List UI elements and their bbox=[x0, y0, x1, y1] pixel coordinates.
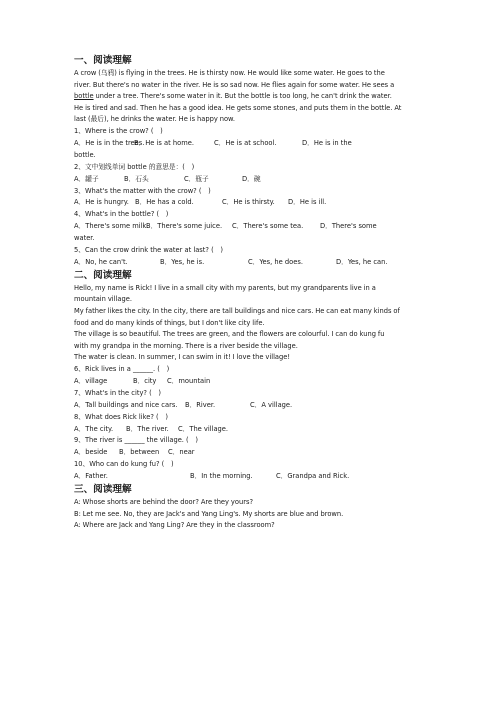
section-title-1: 一、阅读理解 bbox=[74, 55, 132, 66]
options-row bbox=[74, 257, 426, 269]
passage-3 bbox=[74, 497, 426, 532]
question-2 bbox=[74, 162, 426, 186]
question-7 bbox=[74, 388, 426, 412]
options-row bbox=[74, 197, 426, 209]
question-9 bbox=[74, 435, 426, 459]
question-text: 7、What's in the city? ( ) bbox=[74, 388, 161, 397]
question-text: 9、The river is ______ the village. ( ) bbox=[74, 436, 198, 445]
option-d: D．There's some bbox=[320, 222, 377, 231]
option-b: B．In the morning. bbox=[190, 472, 253, 481]
option-a: A．He is in the trees. bbox=[74, 138, 145, 147]
option-b: B．between bbox=[119, 448, 160, 457]
passage-line: A crow (乌鸦) is flying in the trees. He is thirsty now. He would like some water. He goes to the bbox=[74, 69, 385, 77]
option-b: B．石头 bbox=[124, 174, 149, 183]
option-a: A．village bbox=[74, 376, 108, 385]
option-d: D．He is ill. bbox=[288, 198, 327, 207]
options-row bbox=[74, 424, 426, 436]
passage-1 bbox=[74, 68, 426, 126]
options-row bbox=[74, 138, 426, 150]
dialogue-line: A: Whose shorts are behind the door? Are they yours? bbox=[74, 498, 254, 507]
passage-line: river. But there's no water in the river. He is so sad now. He flies again for some water. He sees a bbox=[74, 80, 395, 89]
option-c: C．Grandpa and Rick. bbox=[276, 472, 350, 481]
passage-line: with my grandpa in the morning. There is a river beside the village. bbox=[74, 341, 298, 350]
question-8 bbox=[74, 412, 426, 436]
option-c: C．The village. bbox=[178, 424, 229, 433]
question-text: 5、Can the crow drink the water at last? ( ) bbox=[74, 246, 223, 255]
option-b: B．He has a cold. bbox=[135, 198, 194, 207]
options-row bbox=[74, 400, 426, 412]
option-b: B．There's some juice. bbox=[146, 222, 223, 231]
question-5 bbox=[74, 245, 426, 269]
question-text: 2、文中划线单词 bottle 的意思是：( ) bbox=[74, 162, 195, 171]
question-6 bbox=[74, 364, 426, 388]
question-10 bbox=[74, 459, 426, 483]
options-row bbox=[74, 221, 426, 233]
option-c: C．near bbox=[168, 448, 195, 457]
option-c: C．Yes, he does. bbox=[248, 257, 303, 266]
question-3 bbox=[74, 186, 426, 210]
passage-line: Hello, my name is Rick! I live in a small city with my parents, but my grandparents live in a bbox=[74, 283, 376, 292]
option-a: A．He is hungry. bbox=[74, 198, 129, 207]
option-b: B．The river. bbox=[126, 424, 169, 433]
option-d: D．碗 bbox=[242, 174, 261, 183]
section-title-2: 二、阅读理解 bbox=[74, 269, 132, 281]
dialogue-line: A: Where are Jack and Yang Ling? Are they in the classroom? bbox=[74, 521, 275, 530]
option-a: A．Tall buildings and nice cars. bbox=[74, 400, 178, 409]
option-a: A．Father. bbox=[74, 472, 108, 481]
question-text: 6、Rick lives in a ______. ( ) bbox=[74, 365, 170, 373]
option-c: C．He is at school. bbox=[214, 138, 277, 147]
option-c: C．mountain bbox=[167, 376, 211, 385]
option-b: B．city bbox=[133, 376, 157, 385]
question-text: 8、What does Rick like? ( ) bbox=[74, 412, 168, 421]
passage-line: last (最后), he drinks the water. He is happy now. bbox=[74, 115, 236, 124]
option-c: C．瓶子 bbox=[184, 174, 209, 183]
question-text: 3、What's the matter with the crow? ( ) bbox=[74, 186, 211, 195]
question-text: 1、Where is the crow? ( ) bbox=[74, 126, 163, 135]
option-a: A．No, he can't. bbox=[74, 257, 128, 266]
passage-2 bbox=[74, 283, 426, 364]
option-a: A．There's some milk. bbox=[74, 222, 149, 231]
option-a: A．罐子 bbox=[74, 174, 99, 183]
option-continuation: water. bbox=[74, 234, 95, 243]
passage-line: My father likes the city. In the city, there are tall buildings and nice cars. He can eat many kinds of bbox=[74, 307, 400, 316]
passage-line: mountain village. bbox=[74, 295, 132, 304]
options-row bbox=[74, 174, 426, 186]
passage-line: food and do many kinds of things, but I don't like city life. bbox=[74, 318, 265, 327]
underlined-word: bottle bbox=[74, 92, 94, 101]
option-d: D．He is in the bbox=[302, 138, 352, 147]
document-page bbox=[74, 54, 426, 532]
question-1 bbox=[74, 126, 426, 162]
option-a: A．The city. bbox=[74, 424, 114, 433]
options-row bbox=[74, 471, 426, 483]
passage-line: He is tired and sad. Then he has a good idea. He gets some stones, and puts them in the bottle. At bbox=[74, 103, 402, 112]
options-row bbox=[74, 376, 426, 388]
option-b: B．River. bbox=[185, 400, 216, 409]
section-title-3: 三、阅读理解 bbox=[74, 484, 132, 496]
passage-line: The water is clean. In summer, I can swim in it! I love the village! bbox=[74, 353, 291, 362]
passage-line: The village is so beautiful. The trees are green, and the flowers are colourful. I can do kung fu bbox=[74, 330, 385, 339]
option-a: A．beside bbox=[74, 448, 108, 457]
question-text: 10、Who can do kung fu? ( ) bbox=[74, 460, 174, 469]
option-b: B．He is at home. bbox=[134, 138, 194, 147]
option-c: C．He is thirsty. bbox=[222, 198, 275, 207]
question-text: 4、What's in the bottle? ( ) bbox=[74, 210, 169, 219]
option-d: D．Yes, he can. bbox=[336, 257, 388, 266]
dialogue-line: B: Let me see. No, they are Jack's and Yang Ling's. My shorts are blue and brown. bbox=[74, 509, 344, 518]
passage-line-rest: under a tree. There's some water in it. But the bottle is too long, he can't drink the water. bbox=[93, 92, 392, 101]
options-row bbox=[74, 447, 426, 459]
option-c: C．A village. bbox=[250, 400, 293, 409]
option-b: B．Yes, he is. bbox=[160, 257, 205, 266]
passage-line bbox=[74, 91, 426, 103]
option-continuation: bottle. bbox=[74, 150, 96, 159]
option-c: C．There's some tea. bbox=[232, 222, 304, 231]
question-4 bbox=[74, 209, 426, 245]
